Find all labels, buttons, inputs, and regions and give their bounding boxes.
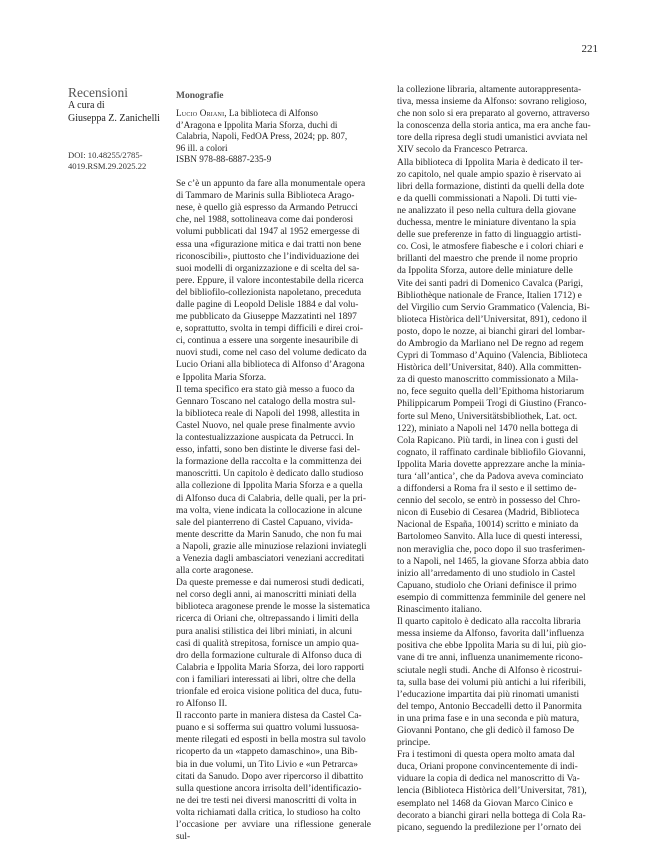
text-line: do Ambrogio da Marliano nel De regno ad regem <box>397 338 584 349</box>
text-line: inizio all’arredamento di uno studiolo in Castel <box>397 568 576 579</box>
text-line: blioteca Històrica dell’Universitat, 891), cedono il <box>397 314 588 325</box>
text-line: Històrica dell’Universitat, 840). Alla committen- <box>397 363 582 374</box>
text-line: principe. <box>397 738 431 749</box>
text-line: Vite dei santi padri di Domenico Cavalca (Parigi, <box>397 278 584 289</box>
text-line: mente descritte da Marin Sanudo, che non fu mai <box>176 529 362 540</box>
page-number: 221 <box>581 43 598 55</box>
text-line: Rinascimento italiano. <box>397 605 482 616</box>
text-line: cognato, il raffinato cardinale bibliofilo Giovanni, <box>397 447 586 458</box>
text-line: ricoperto da un «tappeto damaschino», una Bib- <box>176 747 358 758</box>
text-line: sale del pianterreno di Castel Capuano, vivida- <box>176 517 353 528</box>
text-line: nuovi studi, come nel caso del volume dedicato da <box>176 348 367 359</box>
text-line: esemplato nel 1468 da Giovan Marco Cinico e <box>397 798 573 809</box>
text-line: biblioteca aragonese prende le mosse la sistematica <box>176 602 370 613</box>
text-line: posto, dopo le nozze, ai bianchi girari del lombar- <box>397 326 585 337</box>
text-line: Calabria e Ippolita Maria Sforza, dei loro rapporti <box>176 662 365 673</box>
text-line: Se c’è un appunto da fare alla monumentale opera <box>176 179 366 190</box>
text-line: esso, infatti, sono ben distinte le diverse fasi del- <box>176 445 360 456</box>
text-line: del bibliofilo-collezionista napoletano, preceduta <box>176 287 362 298</box>
text-line: to a Napoli, nel 1465, la giovane Sforza abbia dato <box>397 556 589 567</box>
text-line: Nacional de España, 10014) scritto e miniato da <box>397 520 579 531</box>
text-line: pura analisi stilistica dei libri miniati, in alcuni <box>176 626 353 637</box>
curator-line: A cura di <box>68 100 105 111</box>
doi-line: 4019.RSM.29.2025.22 <box>68 161 147 171</box>
text-line: Bartolomeo Sanvito. Alla luce di questi interessi, <box>397 532 583 543</box>
text-line: e Ippolita Maria Sforza. <box>176 372 267 383</box>
text-line: cennio del secolo, se entrò in possesso del Chro- <box>397 496 581 507</box>
text-line: Il quarto capitolo è dedicato alla raccolta libraria <box>397 617 581 628</box>
text-line: Philippicarum Pompeii Trogi di Giustino (Franco- <box>397 399 587 410</box>
text-line: mente rilegati ed esposti in bella mostra sul tavolo <box>176 735 366 746</box>
text-line: Giovanni Pontano, che gli dedicò il famoso De <box>397 725 575 736</box>
rubric-heading: Recensioni <box>68 85 128 100</box>
text-line: positiva che ebbe Ippolita Maria su di lui, più gio- <box>397 641 587 652</box>
text-line: citati da Sanudo. Dopo aver ripercorso il dibattito <box>176 771 364 782</box>
text-line: esempio di committenza femminile del genere nel <box>397 592 586 603</box>
text-line: casi di qualità strepitosa, fornisce un ampio qua- <box>176 638 359 649</box>
column-left <box>176 90 371 843</box>
text-line: Alla biblioteca di Ippolita Maria è dedicato il ter- <box>397 157 583 168</box>
text-line: del tempo, Antonio Beccadelli detto il Panormita <box>397 701 582 712</box>
biblio-line: ISBN 978-88-6887-235-9 <box>176 154 272 165</box>
column-right <box>397 84 592 834</box>
text-line: da Ippolita Sforza, autore delle miniature delle <box>397 266 573 277</box>
text-line: che non solo si era preparato al governo, attraverso <box>397 109 590 120</box>
text-line: duca, Oriani propone convincentemente di indi- <box>397 762 578 773</box>
text-line: nese, è quello già espresso da Armando Petrucci <box>176 203 358 214</box>
text-line: e, soprattutto, svolta in tempi difficili e direi croi- <box>176 324 363 335</box>
text-line: di Alfonso duca di Calabria, delle quali, per la pri- <box>176 493 367 504</box>
text-line: volta richiamati dalla critica, lo studioso ha colto <box>176 807 361 818</box>
section-label: Monografie <box>176 91 224 101</box>
text-line: sulla questione ancora irrisolta dell’identificazio- <box>176 783 362 794</box>
text-line: lencia (Biblioteca Històrica dell’Universitat, 781), <box>397 786 587 797</box>
text-line: con i familiari interessati ai libri, oltre che della <box>176 674 356 685</box>
text-line: a Napoli, grazie alle minuziose relazioni inviategli <box>176 541 367 552</box>
text-line: Bibliothèque nationale de France, Italien 1712) e <box>397 290 582 301</box>
text-line: tiva, messa insieme da Alfonso: sovrano religioso, <box>397 97 587 108</box>
column-left-body <box>176 178 371 843</box>
text-line: pere. Eppure, il valore incontestabile della ricerca <box>176 275 364 286</box>
text-line: del Virgilio cum Servio Grammatico (Valencia, Bi- <box>397 302 590 313</box>
text-line: Cola Rapicano. Più tardi, in linea con i gusti del <box>397 435 579 446</box>
text-line: non meraviglia che, poco dopo il suo trasferimen- <box>397 544 586 555</box>
text-line: me pubblicato da Giuseppe Mazzatinti nel 1897 <box>176 312 357 323</box>
doi <box>68 150 172 172</box>
text-line: Il racconto parte in maniera distesa da Castel Ca- <box>176 711 362 722</box>
text-line: Lucio Oriani alla biblioteca di Alfonso d’Aragona <box>176 360 365 371</box>
text-line: forte sul Meno, Universitätsbibliothek, Lat. oct. <box>397 411 578 422</box>
text-line: za di questo manoscritto commissionato a Mila- <box>397 375 579 386</box>
text-line: alla corte aragonese. <box>176 566 254 577</box>
text-line: XIV secolo da Francesco Petrarca. <box>397 145 528 156</box>
text-line: di Tammaro de Marinis sulla Biblioteca Arago- <box>176 191 355 202</box>
text-line: dalle pagine di Leopold Delisle 1884 e dal volu- <box>176 300 359 310</box>
text-line: volumi pubblicati dal 1947 al 1952 emergesse di <box>176 227 360 238</box>
doi-line: DOI: 10.48255/2785- <box>68 150 143 160</box>
text-line: messa insieme da Alfonso, favorita dall’influenza <box>397 629 585 640</box>
text-line: delle sue preferenze in fatto di linguaggio artisti- <box>397 230 582 241</box>
text-line: ne dei tre testi nei diversi manoscritti di volta in <box>176 795 357 806</box>
text-line: libri della formazione, distinti da quelli della dote <box>397 181 585 192</box>
text-line: a diffondersi a Roma fra il sesto e il settimo de- <box>397 484 577 495</box>
biblio-line: Calabria, Napoli, FedOA Press, 2024; pp. 807, <box>176 131 348 142</box>
review-author: Lucio Oriani <box>176 108 225 119</box>
text-line: trionfale ed eroica visione politica del duca, futu- <box>176 687 363 697</box>
text-line: picano, seguendo la predilezione per l’ornato dei <box>397 822 582 833</box>
text-line: puano e si sofferma sui quattro volumi lussuosa- <box>176 723 360 734</box>
text-line: sciutale negli studi. Anche di Alfonso è ricostrui- <box>397 665 583 676</box>
text-line: Castel Nuovo, nel quale prese finalmente avvio <box>176 420 355 431</box>
text-line: essa una «figurazione mitica e dai tratti non bene <box>176 239 362 250</box>
text-line: ta, sulla base dei volumi più antichi a lui riferibili, <box>397 677 586 688</box>
text-line: 122), miniato a Napoli nel 1470 nella bottega di <box>397 423 579 434</box>
text-line: tura ‘all’antica’, che da Padova aveva cominciato <box>397 472 584 482</box>
text-line: ricerca di Oriani che, oltrepassando i limiti della <box>176 614 359 625</box>
text-line: no, fece seguito quella dell’Epithoma historiarum <box>397 387 585 398</box>
text-line: zo capitolo, nel quale ampio spazio è riservato ai <box>397 169 582 180</box>
text-line: la biblioteca reale di Napoli del 1998, allestita in <box>176 408 360 419</box>
text-line: l’educazione impartita dai più rinomati umanisti <box>397 689 580 700</box>
rubric <box>68 85 172 125</box>
text-line: Capuano, studiolo che Oriani definisce il primo <box>397 580 577 591</box>
text-line: duchessa, mentre le miniature diventano la spia <box>397 218 576 229</box>
text-line: suoi modelli di organizzazione e di scelta del sa- <box>176 263 360 274</box>
text-line: alla collezione di Ippolita Maria Sforza e a quella <box>176 481 363 492</box>
biblio-line: d’Aragona e Ippolita Maria Sforza, duchi di <box>176 119 338 130</box>
text-line: ne analizzato il peso nella cultura della giovane <box>397 205 576 216</box>
text-line: brillanti del maestro che prende il nome proprio <box>397 254 578 265</box>
text-line: a Venezia dagli ambasciatori veneziani accreditati <box>176 553 365 564</box>
text-line: in una prima fase e in una seconda e più matura, <box>397 713 580 724</box>
text-line: bia in due volumi, un Tito Livio e «un Petrarca» <box>176 759 358 770</box>
text-line: la contestualizzazione auspicata da Petrucci. In <box>176 433 354 444</box>
text-line: dro della formazione culturale di Alfonso duca di <box>176 650 362 661</box>
curator-line: Giuseppa Z. Zanichelli <box>68 112 160 124</box>
text-line: Cypri di Tommaso d’Aquino (Valencia, Biblioteca <box>397 351 588 362</box>
biblio-line: 96 ill. a colori <box>176 142 228 153</box>
text-line: manoscritti. Un capitolo è dedicato dallo studioso <box>176 469 364 480</box>
text-line: riconoscibili», piuttosto che l’individuazione dei <box>176 251 360 262</box>
text-line: e da quelli commissionati a Napoli. Di tutti vie- <box>397 193 578 204</box>
text-line: viduare la copia di dedica nel manoscritto di Va- <box>397 774 580 785</box>
text-line: Gennaro Toscano nel catalogo della mostra sul- <box>176 396 356 407</box>
text-line: Da queste premesse e dai numerosi studi dedicati, <box>176 578 365 589</box>
bibliographic-entry <box>176 108 371 166</box>
text-line: vane di tre anni, influenza unanimemente ricono- <box>397 653 583 664</box>
text-line: l’occasione per avviare una riflessione generale sul- <box>176 820 371 843</box>
text-line: che, nel 1988, sottolineava come dai ponderosi <box>176 215 354 226</box>
text-line: nel corso degli anni, ai manoscritti miniati della <box>176 590 357 601</box>
text-line: decorato a bianchi girari nella bottega di Cola Ra- <box>397 810 586 821</box>
text-line: tore della ripresa degli studi umanistici avviata nel <box>397 133 588 144</box>
biblio-line: , La biblioteca di Alfonso <box>224 108 318 119</box>
text-line: Il tema specifico era stato già messo a fuoco da <box>176 384 355 395</box>
text-line: la formazione della raccolta e la committenza dei <box>176 457 362 468</box>
text-line: Fra i testimoni di questa opera molto amata dal <box>397 750 575 761</box>
text-line: nicon di Eusebio di Cesarea (Madrid, Biblioteca <box>397 508 580 519</box>
text-line: Ippolita Maria dovette apprezzare anche la minia- <box>397 459 586 470</box>
text-line: ma volta, viene indicata la collocazione in alcune <box>176 505 363 516</box>
text-line: ci, continua a essere una sorgente inesauribile di <box>176 336 359 347</box>
column-right-body <box>397 84 592 834</box>
text-line: la collezione libraria, altamente autorappresenta- <box>397 85 582 95</box>
text-line: co. Così, le atmosfere fiabesche e i colori chiari e <box>397 242 584 253</box>
text-line: ro Alfonso II. <box>176 699 228 710</box>
text-line: la conoscenza della storia antica, ma era anche fau- <box>397 121 591 132</box>
